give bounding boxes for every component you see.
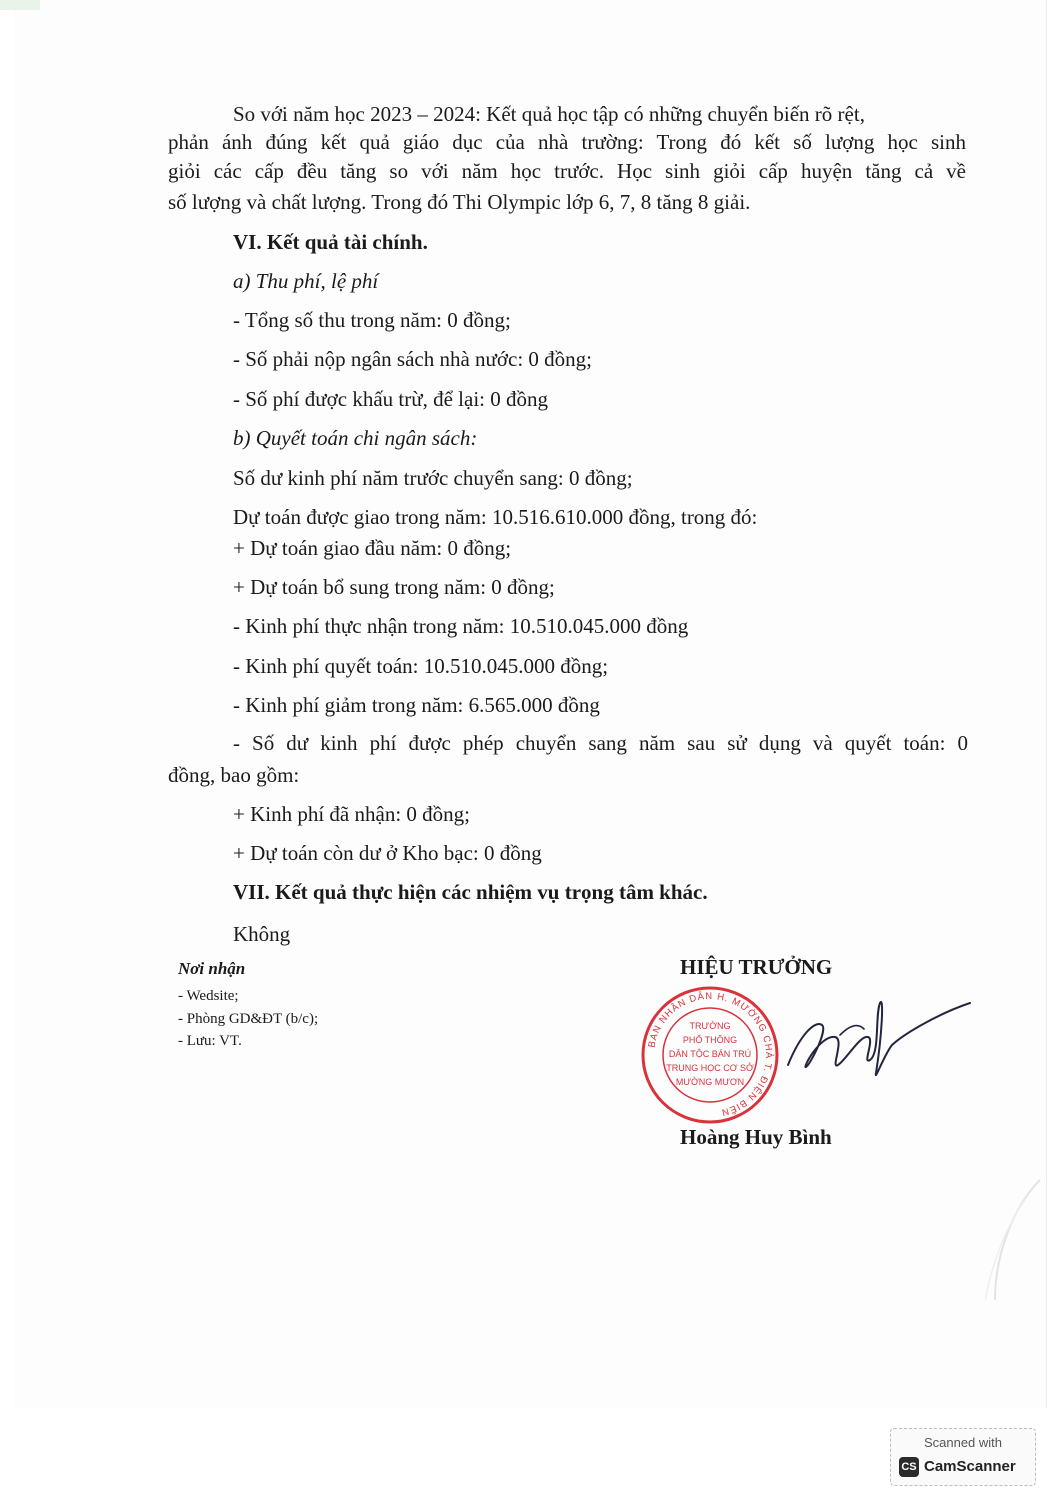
intro-line-4: số lượng và chất lượng. Trong đó Thi Olympic lớp 6, 7, 8 tăng 8 giải. <box>168 190 751 214</box>
a-item-3: - Số phí được khấu trừ, để lại: 0 đồng <box>233 387 548 411</box>
scan-corner-mark <box>0 0 40 10</box>
carry-line-2: đồng, bao gồm: <box>168 763 300 787</box>
b-estimate-item-1: + Dự toán giao đầu năm: 0 đồng; <box>233 536 512 560</box>
subsection-b-title: b) Quyết toán chi ngân sách: <box>233 426 478 450</box>
signature-role: HIỆU TRƯỞNG <box>680 955 833 979</box>
section-6-title: VI. Kết quả tài chính. <box>233 230 428 254</box>
watermark-name: CamScanner <box>924 1458 1016 1475</box>
intro-line-1: So với năm học 2023 – 2024: Kết quả học tập có những chuyển biến rõ rệt, <box>233 102 865 126</box>
recipient-item-1: - Wedsite; <box>178 988 239 1004</box>
page-fold-shadow <box>985 1150 1045 1300</box>
b-balance: Số dư kinh phí năm trước chuyển sang: 0 đồng; <box>233 466 633 490</box>
b-item-3: - Kinh phí giảm trong năm: 6.565.000 đồng <box>233 693 600 717</box>
stamp-center-line: TRUNG HỌC CƠ SỞ <box>666 1063 754 1073</box>
official-stamp-icon <box>640 985 780 1125</box>
carry-item-1: + Kinh phí đã nhận: 0 đồng; <box>233 802 470 826</box>
subsection-a-title: a) Thu phí, lệ phí <box>233 269 379 293</box>
section-7-body: Không <box>233 922 291 946</box>
carry-item-2: + Dự toán còn dư ở Kho bạc: 0 đồng <box>233 841 542 865</box>
stamp-center-line: TRƯỜNG <box>689 1021 731 1031</box>
stamp-center-line: PHỔ THÔNG <box>682 1035 738 1045</box>
b-item-2: - Kinh phí quyết toán: 10.510.045.000 đồng; <box>233 654 609 678</box>
svg-text:BAN NHÂN DÂN H. MƯỜNG CHÀ T. Đ: BAN NHÂN DÂN H. MƯỜNG CHÀ T. ĐIỆN BIÊN <box>646 990 775 1118</box>
camscanner-watermark <box>890 1428 1036 1486</box>
stamp-center-line: MƯỜNG MƯƠN <box>675 1077 745 1087</box>
watermark-top-text: Scanned with <box>923 1435 1003 1450</box>
section-7-title: VII. Kết quả thực hiện các nhiệm vụ trọng tâm khác. <box>233 880 708 904</box>
carry-line-1: - Số dư kinh phí được phép chuyển sang năm sau sử dụng và quyết toán: 0 <box>233 731 968 755</box>
recipients-title: Nơi nhận <box>178 959 246 978</box>
b-item-1: - Kinh phí thực nhận trong năm: 10.510.045.000 đồng <box>233 614 689 638</box>
a-item-1: - Tổng số thu trong năm: 0 đồng; <box>233 308 511 332</box>
intro-line-3: giỏi các cấp đều tăng so với năm học trước. Học sinh giỏi cấp huyện tăng cả về <box>168 159 966 183</box>
b-estimate: Dự toán được giao trong năm: 10.516.610.000 đồng, trong đó: <box>233 505 758 529</box>
recipient-item-2: - Phòng GD&ĐT (b/c); <box>178 1011 319 1027</box>
a-item-2: - Số phải nộp ngân sách nhà nước: 0 đồng; <box>233 347 593 371</box>
signature-name: Hoàng Huy Bình <box>680 1125 832 1149</box>
handwritten-signature-icon <box>780 995 975 1085</box>
b-estimate-item-2: + Dự toán bổ sung trong năm: 0 đồng; <box>233 575 555 599</box>
stamp-center-line: DÂN TỘC BÁN TRÚ <box>668 1049 752 1059</box>
intro-line-2: phản ánh đúng kết quả giáo dục của nhà trường: Trong đó kết số lượng học sinh <box>168 130 966 154</box>
camscanner-logo-icon: CS <box>899 1457 919 1477</box>
recipient-item-3: - Lưu: VT. <box>178 1033 242 1049</box>
